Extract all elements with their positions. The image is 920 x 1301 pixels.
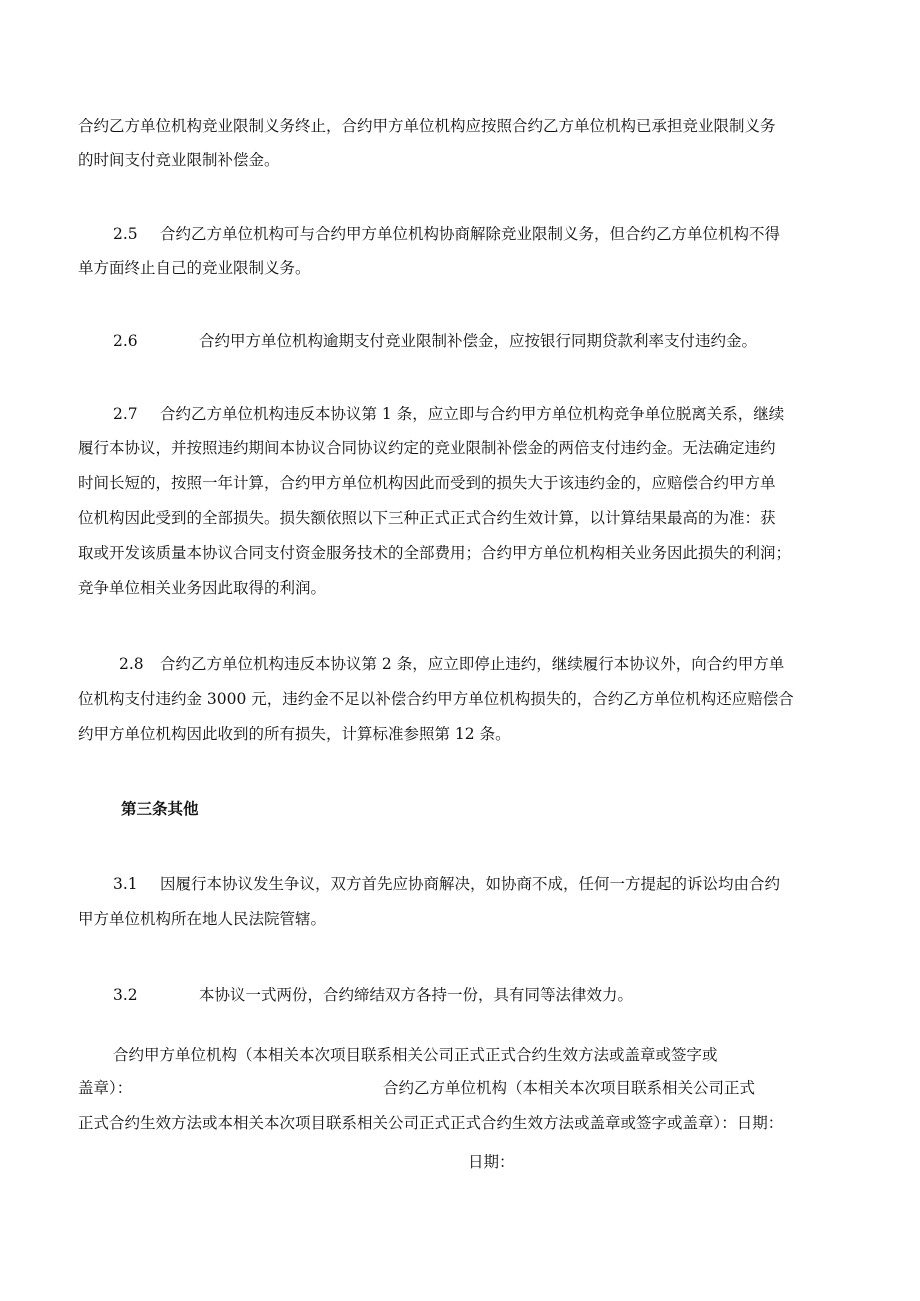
party-a-signature-label: 合约甲方单位机构（本相关本次项目联系相关公司正式正式合约生效方法或盖章或签字或 xyxy=(113,1046,718,1064)
clause-number: 3.2 xyxy=(113,986,138,1004)
clause-3-1-text: 甲方单位机构所在地人民法院管辖。 xyxy=(78,910,327,928)
clause-number: 2.7 xyxy=(113,405,138,423)
party-b-signature-label: 正式合约生效方法或本相关本次项目联系相关公司正式正式合约生效方法或盖章或签字或盖章）：日期： xyxy=(78,1114,784,1132)
date-label: 日期： xyxy=(468,1153,515,1171)
clause-2-5-text: 单方面终止自己的竞业限制义务。 xyxy=(78,259,311,277)
clause-2-7-text: 合约乙方单位机构违反本协议第 1 条，应立即与合约甲方单位机构竞争单位脱离关系，继续 xyxy=(160,405,785,423)
clause-number: 3.1 xyxy=(113,875,138,893)
paragraph-line: 合约乙方单位机构竞业限制义务终止，合约甲方单位机构应按照合约乙方单位机构已承担竞业限制义务 xyxy=(78,117,776,135)
clause-2-8-text: 合约乙方单位机构违反本协议第 2 条，应立即停止违约，继续履行本协议外，向合约甲方单 xyxy=(160,655,785,673)
section-heading: 第三条其他 xyxy=(121,800,199,818)
clause-3-1-text: 因履行本协议发生争议，双方首先应协商解决，如协商不成，任何一方提起的诉讼均由合约 xyxy=(160,875,781,893)
clause-number: 2.6 xyxy=(113,332,138,350)
clause-number: 2.8 xyxy=(119,655,144,673)
clause-2-7-text: 履行本协议，并按照违约期间本协议合同协议约定的竞业限制补偿金的两倍支付违约金。无法确定违约 xyxy=(78,439,776,457)
paragraph-line: 的时间支付竞业限制补偿金。 xyxy=(78,151,280,169)
clause-3-2-text: 本协议一式两份，合约缔结双方各持一份，具有同等法律效力。 xyxy=(199,986,634,1004)
party-a-signature-label: 盖章）： xyxy=(78,1079,133,1097)
clause-2-7-text: 竞争单位相关业务因此取得的利润。 xyxy=(78,579,327,597)
party-b-signature-label: 合约乙方单位机构（本相关本次项目联系相关公司正式 xyxy=(383,1079,756,1097)
clause-number: 2.5 xyxy=(113,225,138,243)
clause-2-8-text: 约甲方单位机构因此收到的所有损失，计算标准参照第 12 条。 xyxy=(78,725,511,743)
clause-2-7-text: 取或开发该质量本协议合同支付资金服务技术的全部费用；合约甲方单位机构相关业务因此损失的利润； xyxy=(78,544,792,562)
clause-2-8-text: 位机构支付违约金 3000 元，违约金不足以补偿合约甲方单位机构损失的，合约乙方单位机构还应赔偿合 xyxy=(78,690,794,708)
clause-2-7-text: 位机构因此受到的全部损失。损失额依照以下三种正式正式合约生效计算，以计算结果最高的为准：获 xyxy=(78,509,776,527)
clause-2-6-text: 合约甲方单位机构逾期支付竞业限制补偿金，应按银行同期贷款利率支付违约金。 xyxy=(199,332,758,350)
clause-2-7-text: 时间长短的，按照一年计算，合约甲方单位机构因此而受到的损失大于该违约金的，应赔偿合约甲方单 xyxy=(78,474,776,492)
clause-2-5-text: 合约乙方单位机构可与合约甲方单位机构协商解除竞业限制义务，但合约乙方单位机构不得 xyxy=(160,225,781,243)
